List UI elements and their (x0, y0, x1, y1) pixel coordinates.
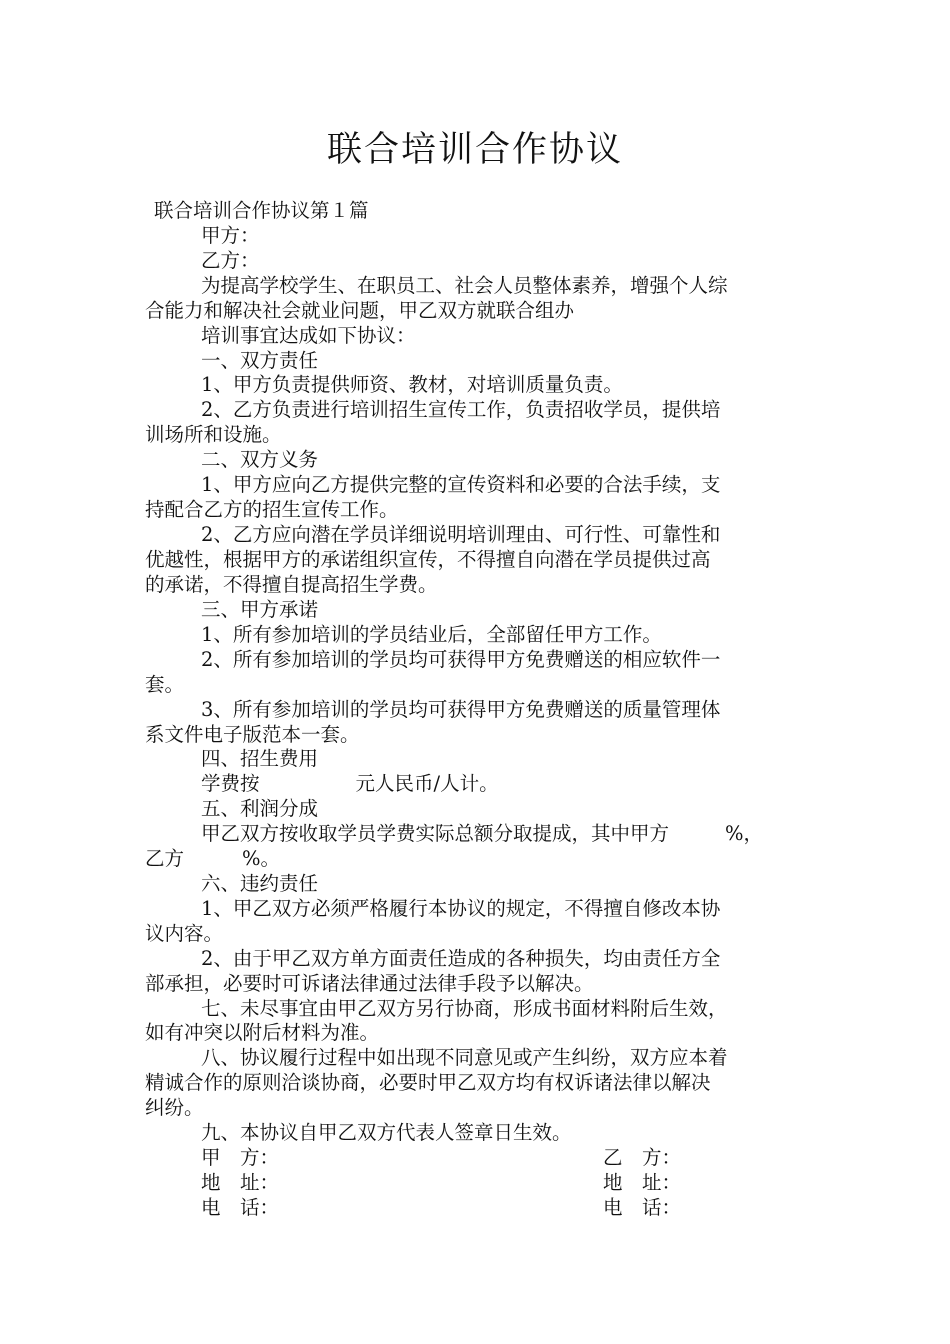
section-3-item-2-line-2: 套。 (145, 673, 185, 696)
document-title: 联合培训合作协议 (326, 130, 623, 170)
document-subtitle: 联合培训合作协议第１篇 (154, 199, 369, 222)
party-b-share-label: 乙方 (145, 847, 185, 870)
profit-share-text: 甲乙双方按收取学员学费实际总额分取提成，其中甲方 (201, 822, 670, 845)
section-5-heading: 五、利润分成 (201, 797, 319, 820)
sign-party-a-name: 甲 方： (201, 1146, 280, 1169)
section-2-item-1-line-1: 1、甲方应向乙方提供完整的宣传资料和必要的合法手续，支 (201, 473, 721, 496)
section-1-item-1: 1、甲方负责提供师资、教材，对培训质量负责。 (201, 373, 623, 396)
section-2-item-1-line-2: 持配合乙方的招生宣传工作。 (145, 498, 399, 521)
party-b-label: 乙方： (201, 249, 260, 272)
section-7-line-2: 如有冲突以附后材料为准。 (145, 1021, 380, 1044)
fee-label: 学费按 (201, 772, 260, 795)
section-6-item-1-line-1: 1、甲乙双方必须严格履行本协议的规定，不得擅自修改本协 (201, 897, 721, 920)
section-2-item-2-line-3: 的承诺，不得擅自提高招生学费。 (145, 573, 438, 596)
percent-sign-b: %。 (242, 847, 281, 870)
section-2-item-2-line-2: 优越性，根据甲方的承诺组织宣传，不得擅自向潜在学员提供过高 (145, 548, 711, 571)
section-1-item-2-line-2: 训场所和设施。 (145, 423, 282, 446)
section-8-line-2: 精诚合作的原则洽谈协商，必要时甲乙双方均有权诉诸法律以解决 (145, 1071, 711, 1094)
section-5-line-1 (201, 822, 871, 847)
sign-party-b-phone: 电 话： (603, 1196, 682, 1219)
intro-line-1: 为提高学校学生、在职员工、社会人员整体素养，增强个人综 (201, 274, 728, 297)
section-3-item-2-line-1: 2、所有参加培训的学员均可获得甲方免费赠送的相应软件一 (201, 648, 721, 671)
section-1-item-2-line-1: 2、乙方负责进行培训招生宣传工作，负责招收学员，提供培 (201, 398, 721, 421)
intro-line-3: 培训事宜达成如下协议： (201, 324, 416, 347)
sign-party-a-phone: 电 话： (201, 1196, 280, 1219)
section-4-heading: 四、招生费用 (201, 747, 319, 770)
fee-unit: 元人民币/人计。 (355, 772, 499, 795)
section-6-heading: 六、违约责任 (201, 872, 319, 895)
party-a-label: 甲方： (201, 224, 260, 247)
sign-party-b-address: 地 址： (603, 1171, 682, 1194)
section-8-line-3: 纠纷。 (145, 1096, 204, 1119)
intro-line-2: 合能力和解决社会就业问题，甲乙双方就联合组办 (145, 299, 575, 322)
section-6-item-1-line-2: 议内容。 (145, 922, 224, 945)
section-1-heading: 一、双方责任 (201, 349, 319, 372)
section-6-item-2-line-2: 部承担，必要时可诉诸法律通过法律手段予以解决。 (145, 972, 594, 995)
sign-party-a-address: 地 址： (201, 1171, 280, 1194)
section-3-item-3-line-2: 系文件电子版范本一套。 (145, 723, 360, 746)
section-3-heading: 三、甲方承诺 (201, 598, 319, 621)
section-2-heading: 二、双方义务 (201, 448, 319, 471)
section-9-line: 九、本协议自甲乙双方代表人签章日生效。 (201, 1121, 572, 1144)
section-5-line-2 (145, 847, 815, 872)
section-3-item-3-line-1: 3、所有参加培训的学员均可获得甲方免费赠送的质量管理体 (201, 698, 721, 721)
section-3-item-1: 1、所有参加培训的学员结业后，全部留任甲方工作。 (201, 623, 662, 646)
section-8-line-1: 八、协议履行过程中如出现不同意见或产生纠纷，双方应本着 (201, 1046, 728, 1069)
section-4-fee-line (201, 772, 871, 797)
section-2-item-2-line-1: 2、乙方应向潜在学员详细说明培训理由、可行性、可靠性和 (201, 523, 721, 546)
section-7-line-1: 七、未尽事宜由甲乙双方另行协商，形成书面材料附后生效， (201, 997, 728, 1020)
percent-sign-a: %， (725, 822, 764, 845)
section-6-item-2-line-1: 2、由于甲乙双方单方面责任造成的各种损失，均由责任方全 (201, 947, 721, 970)
sign-party-b-name: 乙 方： (603, 1146, 682, 1169)
